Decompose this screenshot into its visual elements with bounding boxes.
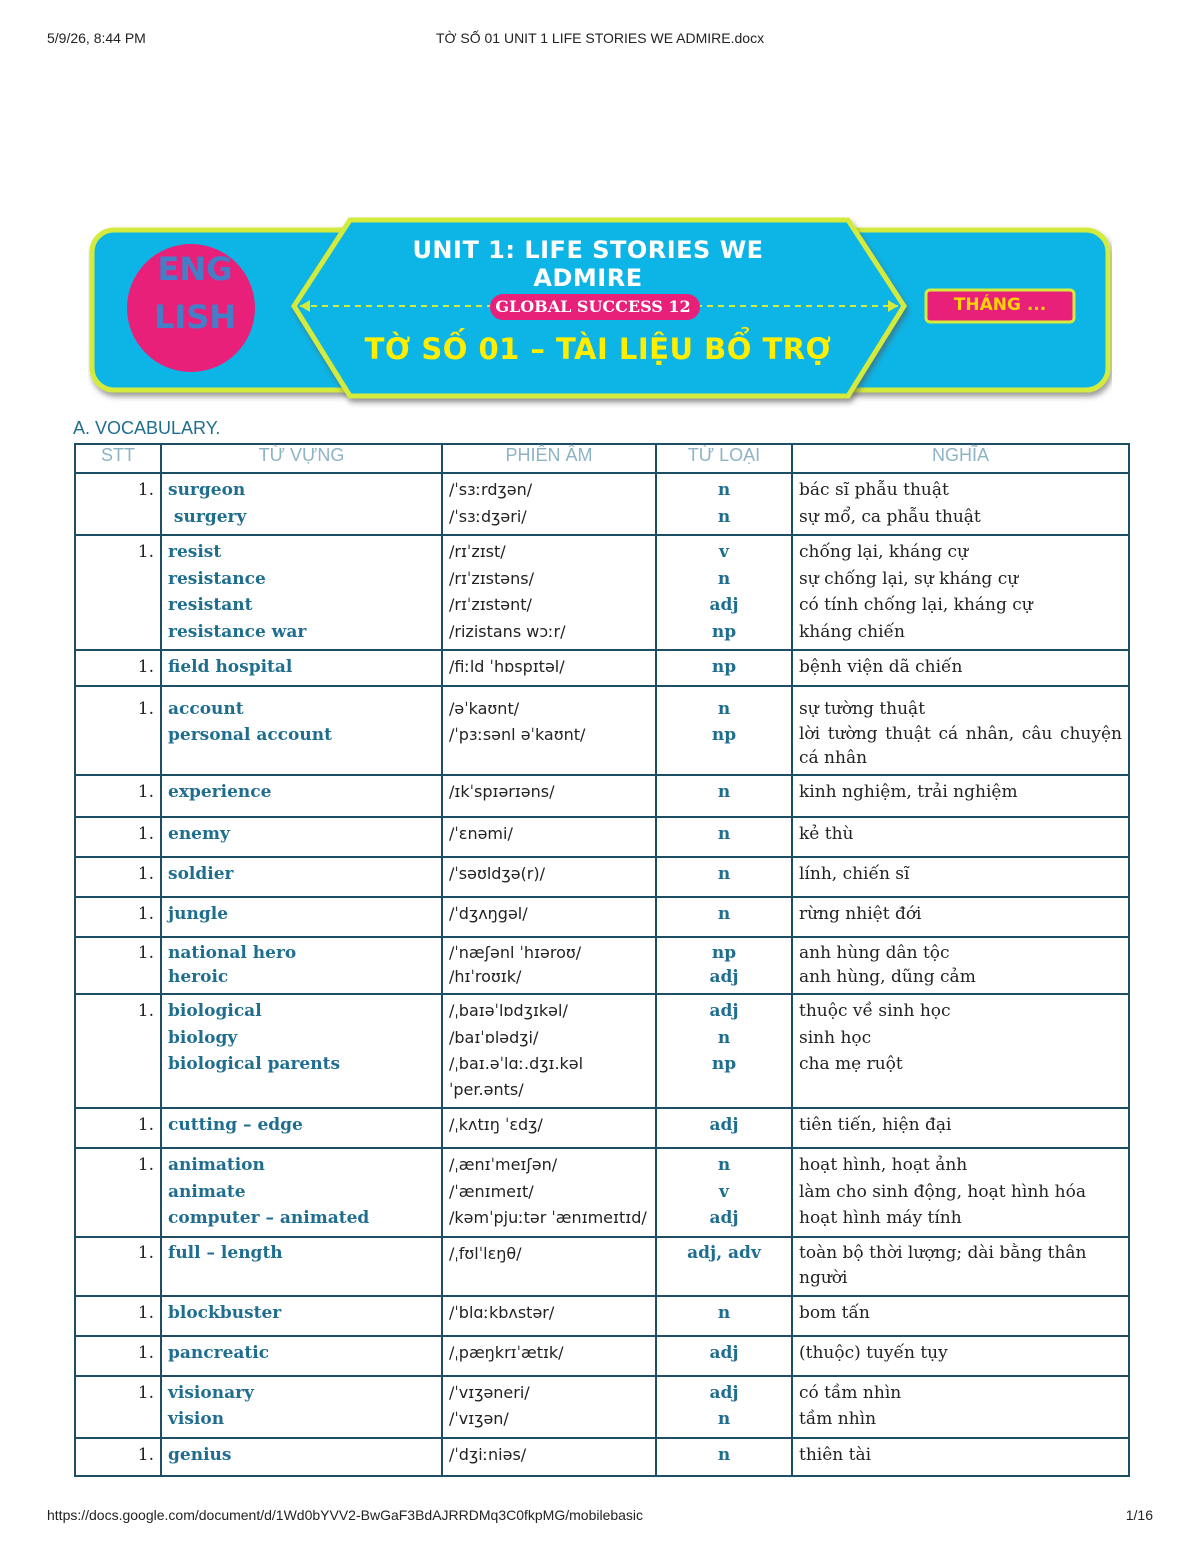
table-row (75, 897, 1129, 937)
meaning-text: bom tấn (799, 1302, 870, 1323)
print-footer (47, 1507, 1153, 1527)
header-pos: TỪ LOẠI (656, 444, 792, 473)
ipa-text: /ɪkˈspɪərɪəns/ (449, 782, 555, 801)
table-row (75, 994, 1129, 1108)
row-stt: 1. (75, 1296, 161, 1336)
banner-logo-line1: ENG (157, 250, 233, 288)
row-stt: 1. (75, 650, 161, 686)
table-row (75, 775, 1129, 817)
table-row (75, 1376, 1129, 1438)
header-stt: STT (75, 444, 161, 473)
table-row (75, 937, 1129, 994)
vocab-word: national hero (168, 943, 297, 963)
ipa-text: /rɪˈzɪstəns/ (449, 568, 534, 588)
meaning-text: kẻ thù (799, 824, 854, 844)
row-stt: 1. (75, 937, 161, 994)
banner-main-title: TỜ SỐ 01 – TÀI LIỆU BỔ TRỢ (364, 332, 832, 366)
meaning-text: kháng chiến (799, 621, 905, 642)
vocab-word: biological parents (168, 1054, 341, 1074)
word-type: np (711, 725, 737, 745)
vocab-word: biological (168, 1001, 262, 1021)
vocab-word: field hospital (168, 657, 293, 677)
ipa-text: /baɪˈɒlədʒi/ (449, 1027, 539, 1047)
header-ipa: PHIÊN ÂM (442, 444, 656, 473)
word-type: n (717, 782, 731, 802)
vocab-word: vision (168, 1409, 225, 1429)
ipa-text: /ˌkʌtɪŋ ˈɛdʒ/ (449, 1115, 543, 1134)
vocab-word: visionary (168, 1382, 254, 1403)
word-type: n (717, 1155, 731, 1175)
row-stt: 1. (75, 994, 161, 1108)
unit-banner (88, 208, 1112, 408)
table-row (75, 650, 1129, 686)
meaning-text: (thuộc) tuyến tụy (799, 1342, 948, 1363)
row-stt: 1. (75, 775, 161, 817)
vocab-word: biology (168, 1027, 238, 1048)
meaning-text: sinh học (799, 1027, 872, 1048)
word-type: n (717, 1027, 731, 1048)
meaning-text: anh hùng, dũng cảm (799, 967, 976, 987)
section-title: A. VOCABULARY. (73, 418, 221, 438)
word-type: n (717, 698, 731, 719)
word-type: n (717, 1302, 731, 1323)
ipa-text: /fiːld ˈhɒspɪtəl/ (449, 657, 565, 676)
table-row (75, 1108, 1129, 1148)
ipa-text: /ˈpɜːsənl əˈkaʊnt/ (449, 725, 586, 744)
vocab-word: computer – animated (168, 1208, 370, 1228)
word-type: v (719, 1181, 729, 1202)
ipa-text: /ˌpæŋkrɪˈætɪk/ (449, 1342, 564, 1362)
meaning-text: cha mẹ ruột (799, 1054, 903, 1074)
row-stt: 1. (75, 1336, 161, 1376)
print-url: https://docs.google.com/document/d/1Wd0bYVV2-BwGaF3BdAJRRDMq3C0fkpMG/mobilebasic (47, 1507, 644, 1523)
meaning-text: bệnh viện dã chiến (799, 657, 963, 677)
meaning-text: bác sĩ phẫu thuật (799, 480, 949, 500)
vocab-word: resistant (168, 595, 253, 615)
header-meaning: NGHĨA (792, 444, 1129, 473)
word-type: n (717, 824, 731, 844)
word-type: np (711, 1054, 737, 1074)
table-row (75, 1237, 1129, 1296)
table-row (75, 857, 1129, 897)
ipa-text: /ˈnæʃənl ˈhɪəroʊ/ (449, 943, 582, 962)
word-type: adj (709, 1115, 739, 1135)
banner-subtitle: GLOBAL SUCCESS 12 (495, 297, 691, 316)
ipa-text: /ˈsɜːdʒəri/ (449, 506, 527, 526)
row-stt: 1. (75, 1438, 161, 1476)
meaning-text: sự tường thuật (799, 698, 926, 719)
print-doc-title: TỜ SỐ 01 UNIT 1 LIFE STORIES WE ADMIRE.docx (435, 30, 765, 46)
word-type: n (717, 506, 731, 527)
vocab-word: animate (168, 1181, 246, 1202)
vocabulary-table (74, 443, 1130, 1477)
vocab-word: blockbuster (168, 1302, 282, 1323)
word-type: adj (709, 1382, 739, 1403)
ipa-text: /ˈɛnəmi/ (449, 824, 513, 843)
meaning-text: có tính chống lại, kháng cự (799, 595, 1033, 615)
vocab-word: cutting – edge (168, 1115, 303, 1135)
vocab-word: enemy (168, 824, 230, 844)
vocab-word: personal account (168, 725, 332, 745)
ipa-text: /ˈdʒiːniəs/ (449, 1444, 527, 1464)
meaning-text: sự mổ, ca phẫu thuật (799, 506, 981, 527)
word-type: adj, adv (687, 1242, 761, 1263)
vocab-word: pancreatic (168, 1342, 270, 1363)
ipa-text: /ˈdʒʌŋgəl/ (449, 904, 528, 923)
meaning-text: hoạt hình máy tính (799, 1208, 962, 1228)
ipa-text: /ˈsɜːrdʒən/ (449, 480, 533, 499)
meaning-text: có tầm nhìn (799, 1382, 902, 1403)
meaning-text: anh hùng dân tộc (799, 943, 950, 963)
row-stt: 1. (75, 535, 161, 650)
table-row (75, 817, 1129, 857)
row-stt: 1. (75, 897, 161, 937)
vocab-word: full – length (168, 1242, 283, 1263)
ipa-text: /rizistans wɔːr/ (449, 621, 566, 641)
ipa-text: /rɪˈzɪstənt/ (449, 595, 532, 614)
word-type: adj (709, 595, 739, 615)
word-type: adj (709, 1208, 739, 1228)
meaning-text: tiên tiến, hiện đại (799, 1115, 952, 1135)
banner-month: THÁNG ... (953, 295, 1047, 315)
table-header-row (75, 444, 1129, 473)
word-type: v (719, 542, 729, 562)
ipa-text: /ˈblɑːkbʌstər/ (449, 1302, 555, 1322)
row-stt: 1. (75, 686, 161, 776)
meaning-text: chống lại, kháng cự (799, 542, 969, 562)
print-datetime: 5/9/26, 8:44 PM (47, 30, 146, 46)
vocab-word: resist (168, 542, 222, 562)
ipa-text: /ˈænɪmeɪt/ (449, 1181, 534, 1201)
meaning-text: lời tường thuật cá nhân, câu chuyện cá nhân (799, 724, 1122, 768)
print-header (47, 30, 1153, 50)
row-stt: 1. (75, 473, 161, 535)
ipa-text: /ˌfʊlˈlɛŋθ/ (449, 1243, 522, 1263)
table-row (75, 686, 1129, 776)
vocab-word: surgeon (168, 480, 246, 500)
vocab-word: heroic (168, 967, 229, 987)
print-page-number: 1/16 (1125, 1507, 1153, 1523)
word-type: n (717, 864, 731, 884)
vocab-word: jungle (168, 904, 229, 924)
word-type: adj (709, 1001, 739, 1021)
ipa-text: /kəmˈpjuːtər ˈænɪmeɪtɪd/ (449, 1208, 647, 1227)
ipa-text: /hɪˈroʊɪk/ (449, 967, 522, 986)
table-row (75, 1296, 1129, 1336)
meaning-text: hoạt hình, hoạt ảnh (799, 1155, 968, 1175)
word-type: np (711, 657, 737, 677)
ipa-text: /ˈsəʊldʒə(r)/ (449, 864, 545, 883)
table-row (75, 535, 1129, 650)
table-row (75, 1148, 1129, 1237)
row-stt: 1. (75, 817, 161, 857)
row-stt: 1. (75, 857, 161, 897)
word-type: adj (709, 967, 739, 987)
row-stt: 1. (75, 1108, 161, 1148)
row-stt: 1. (75, 1237, 161, 1296)
banner-title: UNIT 1: LIFE STORIES WE ADMIRE (412, 236, 764, 292)
word-type: n (717, 568, 731, 589)
header-word: TỪ VỰNG (161, 444, 442, 473)
vocab-word: experience (168, 782, 272, 802)
ipa-text: /ˌænɪˈmeɪʃən/ (449, 1155, 558, 1174)
table-row (75, 1336, 1129, 1376)
meaning-text: sự chống lại, sự kháng cự (799, 568, 1019, 589)
meaning-text: toàn bộ thời lượng; dài bằng thân người (799, 1242, 1087, 1288)
meaning-text: lính, chiến sĩ (799, 864, 910, 884)
banner-logo-line2: LISH (153, 298, 237, 336)
vocab-word: resistance war (168, 621, 307, 642)
meaning-text: thiên tài (799, 1444, 872, 1465)
word-type: adj (709, 1342, 739, 1363)
ipa-text: /rɪˈzɪst/ (449, 542, 506, 561)
ipa-text: /əˈkaʊnt/ (449, 698, 520, 718)
meaning-text: làm cho sinh động, hoạt hình hóa (799, 1181, 1086, 1202)
vocab-word: soldier (168, 864, 234, 884)
vocab-word: animation (168, 1155, 265, 1175)
vocab-word: genius (168, 1444, 232, 1465)
meaning-text: kinh nghiệm, trải nghiệm (799, 782, 1018, 802)
vocab-word: account (168, 698, 244, 719)
word-type: n (717, 904, 731, 924)
word-type: n (717, 480, 731, 500)
table-row (75, 1438, 1129, 1476)
word-type: n (717, 1409, 731, 1429)
ipa-text: /ˈvɪʒəneri/ (449, 1382, 530, 1402)
row-stt: 1. (75, 1148, 161, 1237)
vocab-word: resistance (168, 568, 266, 589)
word-type: n (717, 1444, 731, 1465)
word-type: np (711, 621, 737, 642)
ipa-text: /ˌbaɪ.əˈlɑː.dʒɪ.kəl ˈper.ənts/ (449, 1054, 584, 1099)
meaning-text: tầm nhìn (799, 1409, 877, 1429)
row-stt: 1. (75, 1376, 161, 1438)
meaning-text: rừng nhiệt đới (799, 904, 922, 924)
word-type: np (711, 943, 737, 963)
table-row (75, 473, 1129, 535)
ipa-text: /ˌbaɪəˈlɒdʒɪkəl/ (449, 1001, 568, 1020)
ipa-text: /ˈvɪʒən/ (449, 1409, 509, 1428)
vocab-word: surgery (168, 506, 247, 527)
meaning-text: thuộc về sinh học (799, 1001, 951, 1021)
